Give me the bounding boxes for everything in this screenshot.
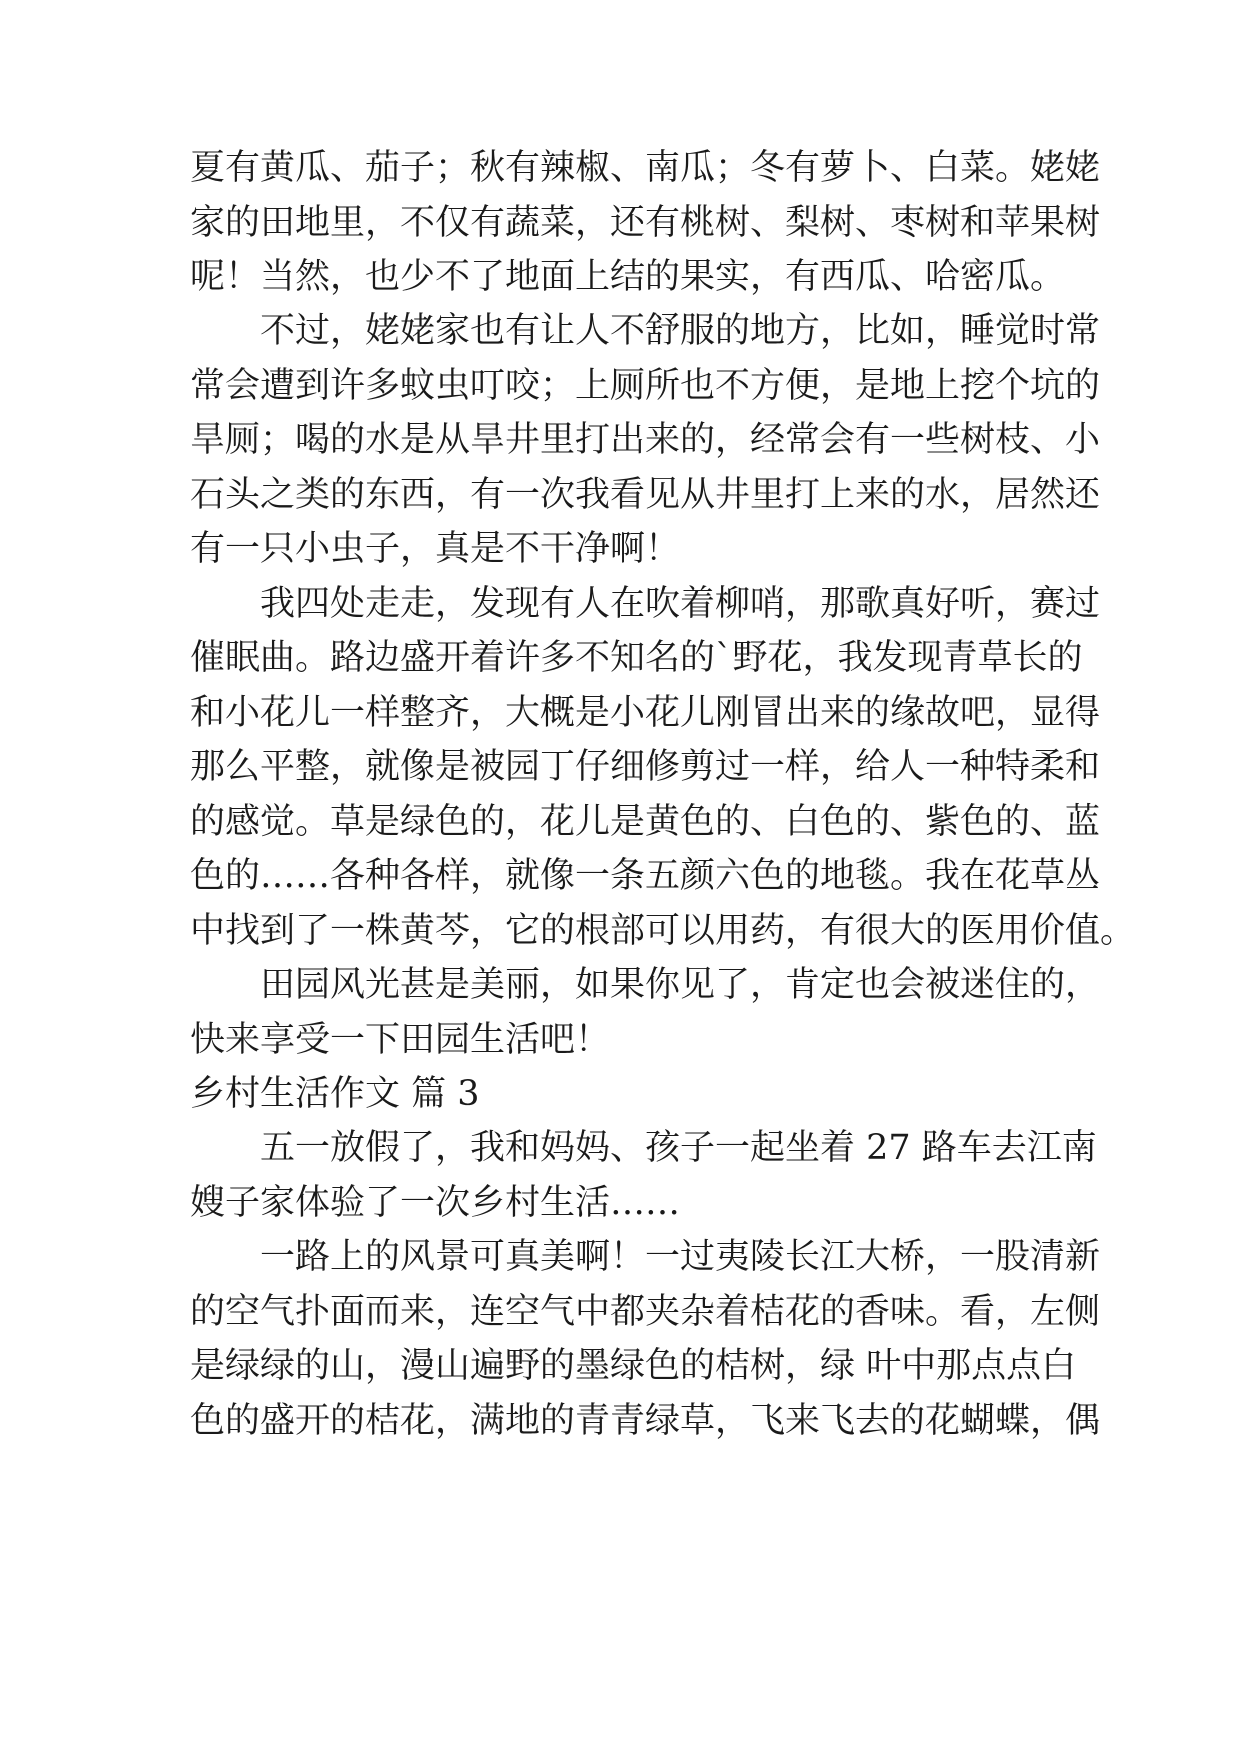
text-line: 的感觉。草是绿色的，花儿是黄色的、白色的、紫色的、蓝 — [190, 802, 1101, 842]
text-line: 有一只小虫子，真是不干净啊！ — [190, 529, 681, 569]
text-line: 一路上的风景可真美啊！一过夷陵长江大桥，一股清新 — [260, 1237, 1101, 1277]
text-line: 是绿绿的山，漫山遍野的墨绿色的桔树，绿 叶中那点点白 — [190, 1346, 1077, 1386]
text-line: 常会遭到许多蚊虫叮咬；上厕所也不方便，是地上挖个坑的 — [190, 366, 1101, 406]
text-line: 旱厕；喝的水是从旱井里打出来的，经常会有一些树枝、小 — [190, 420, 1101, 460]
text-line: 色的盛开的桔花，满地的青青绿草，飞来飞去的花蝴蝶，偶 — [190, 1401, 1101, 1441]
section-heading: 乡村生活作文 篇 3 — [190, 1074, 480, 1114]
text-line: 呢！当然，也少不了地面上结的果实，有西瓜、哈密瓜。 — [190, 257, 1066, 297]
text-line: 催眠曲。路边盛开着许多不知名的`野花，我发现青草长的 — [190, 638, 1083, 678]
text-line: 五一放假了，我和妈妈、孩子一起坐着 27 路车去江南 — [260, 1128, 1097, 1168]
text-line: 和小花儿一样整齐，大概是小花儿刚冒出来的缘故吧，显得 — [190, 693, 1101, 733]
text-line: 色的……各种各样，就像一条五颜六色的地毯。我在花草丛 — [190, 856, 1101, 896]
text-line: 家的田地里，不仅有蔬菜，还有桃树、梨树、枣树和苹果树 — [190, 203, 1101, 243]
text-line: 我四处走走，发现有人在吹着柳哨，那歌真好听，赛过 — [260, 584, 1101, 624]
text-line: 中找到了一株黄芩，它的根部可以用药，有很大的医用价值。 — [190, 911, 1136, 951]
text-line: 夏有黄瓜、茄子；秋有辣椒、南瓜；冬有萝卜、白菜。姥姥 — [190, 148, 1101, 188]
text-line: 不过，姥姥家也有让人不舒服的地方，比如，睡觉时常 — [260, 311, 1101, 351]
text-line: 那么平整，就像是被园丁仔细修剪过一样，给人一种特柔和 — [190, 747, 1101, 787]
text-line: 田园风光甚是美丽，如果你见了，肯定也会被迷住的， — [260, 965, 1101, 1005]
text-line: 的空气扑面而来，连空气中都夹杂着桔花的香味。看，左侧 — [190, 1292, 1101, 1332]
text-line: 石头之类的东西，有一次我看见从井里打上来的水，居然还 — [190, 475, 1101, 515]
text-line: 嫂子家体验了一次乡村生活…… — [190, 1183, 681, 1223]
text-line: 快来享受一下田园生活吧！ — [190, 1020, 611, 1060]
